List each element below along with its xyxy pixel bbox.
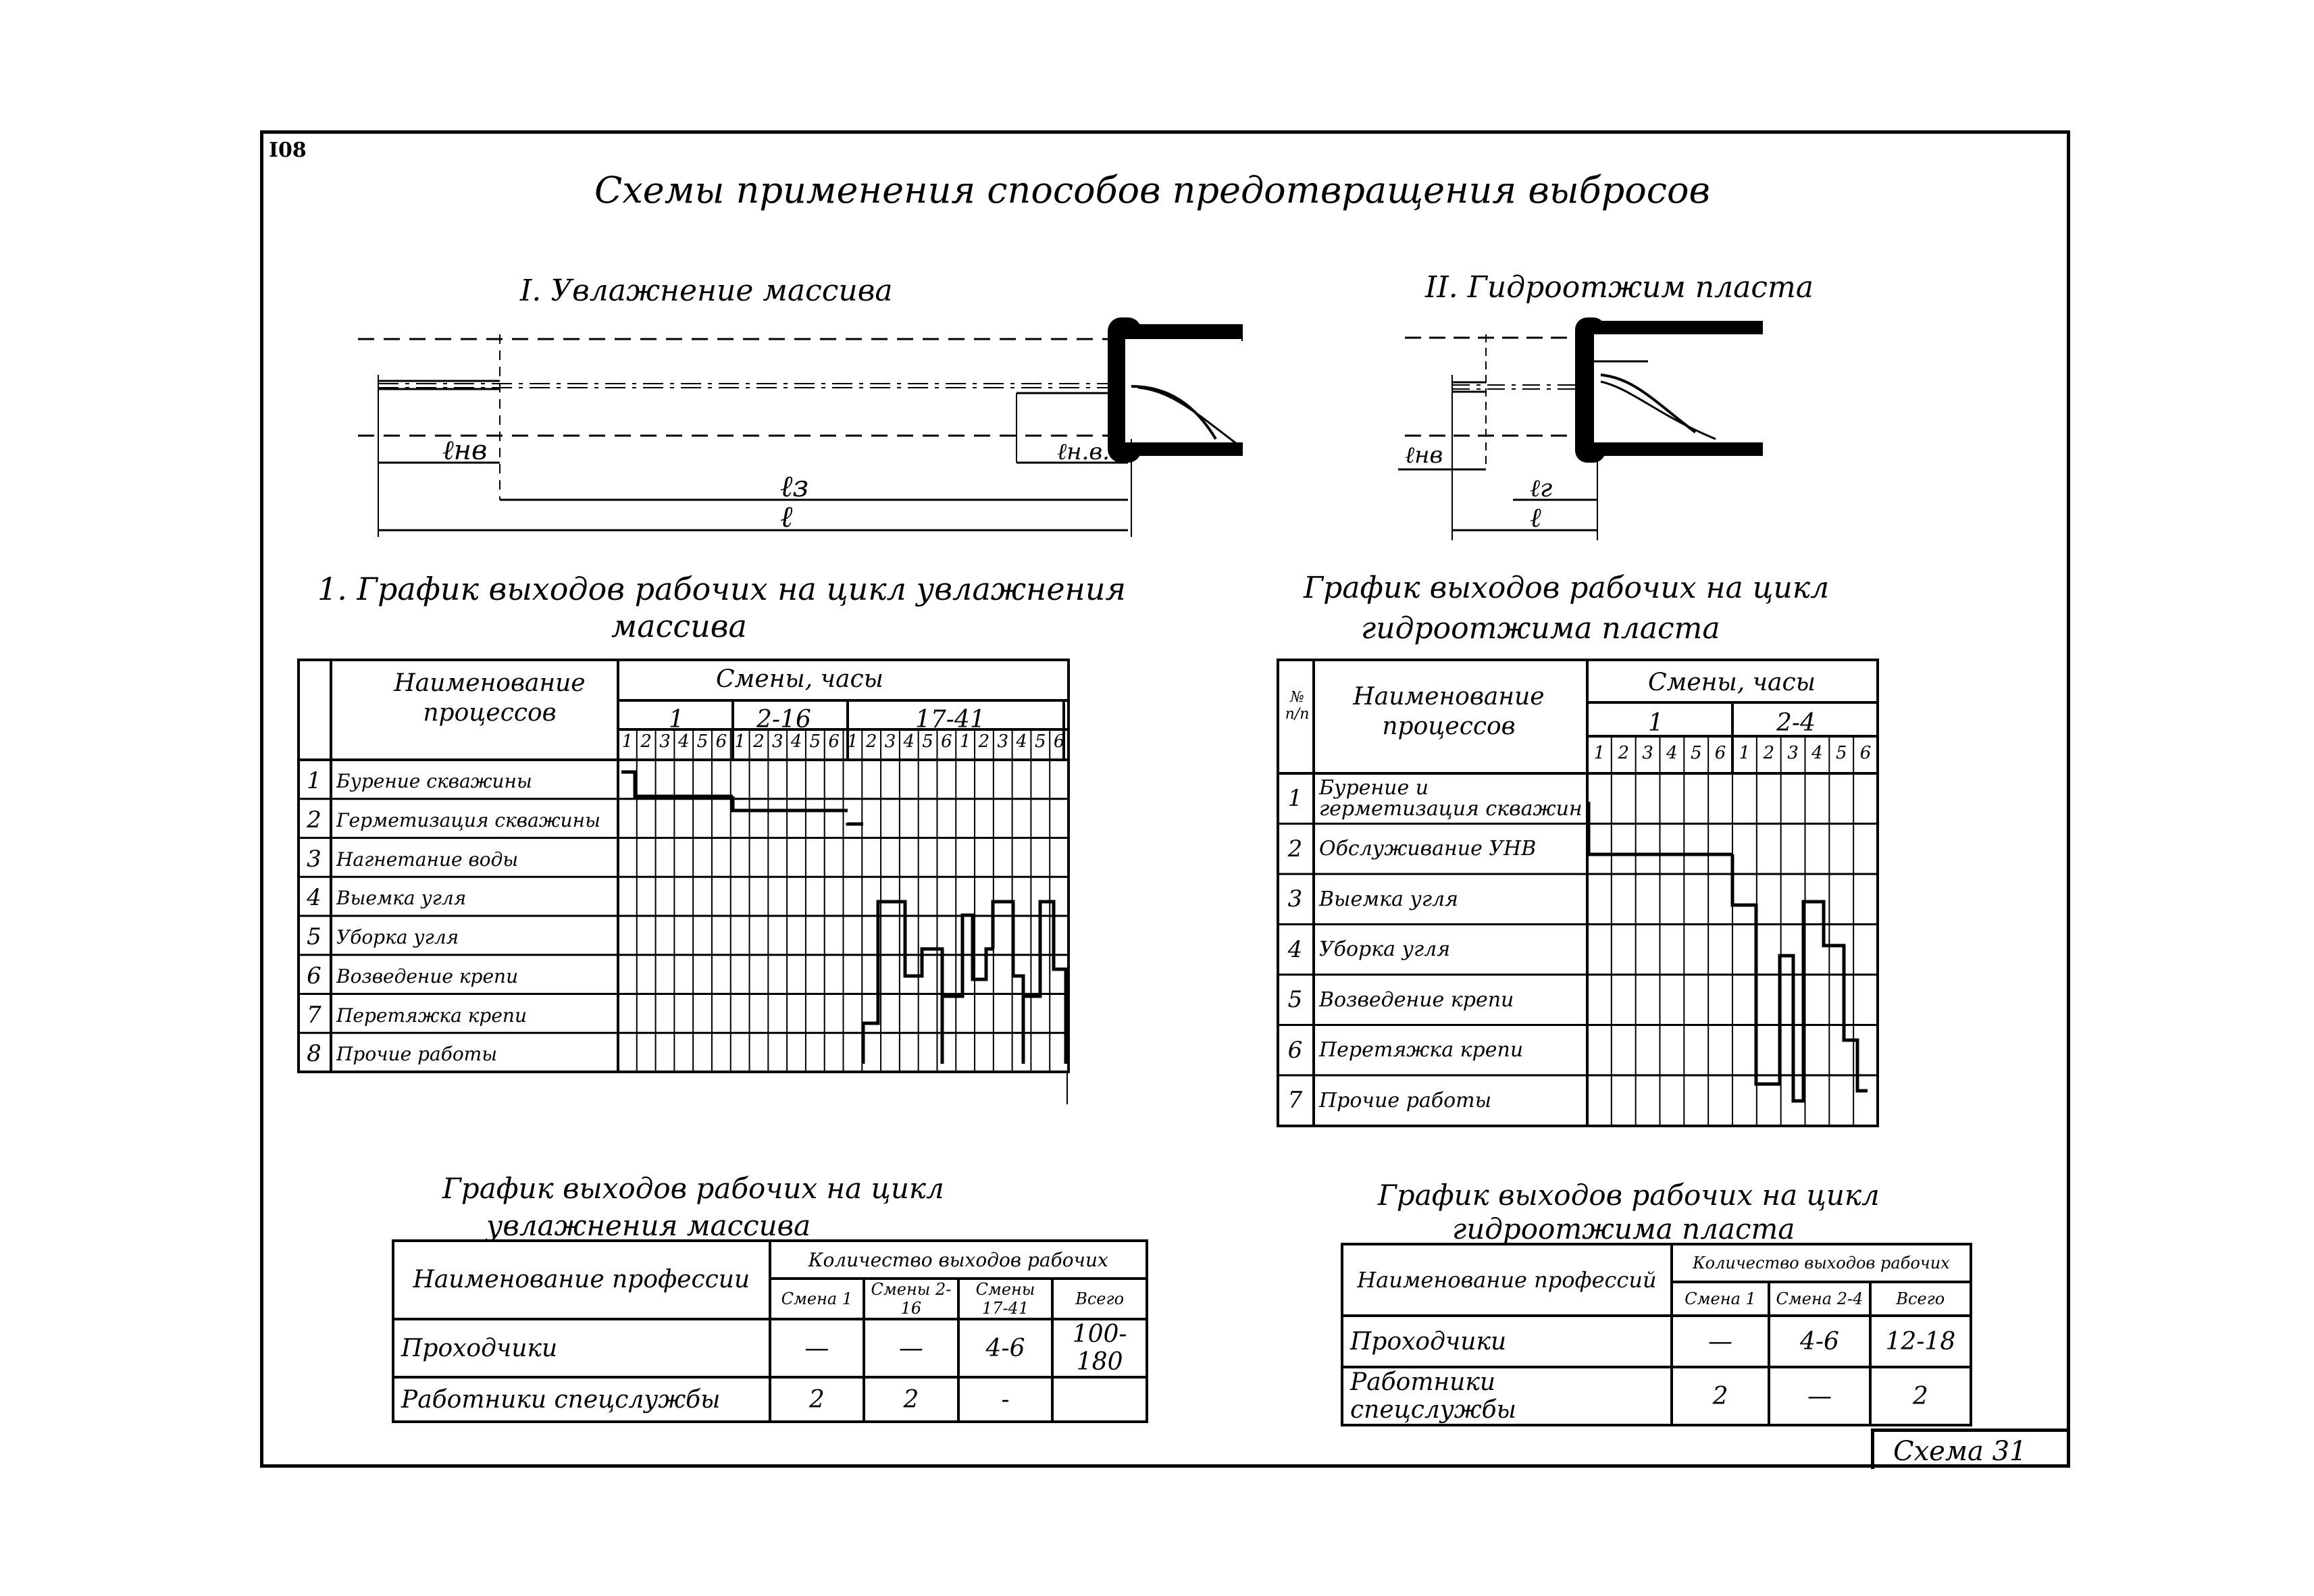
process-row — [1277, 975, 1587, 1025]
label-lg: ℓг — [1530, 475, 1553, 503]
process-row — [297, 1035, 618, 1074]
chart-2-shifts-header: Смены, часы — [1648, 669, 1816, 696]
process-row — [1277, 1075, 1587, 1126]
table-1-col: Смены 2-16 — [864, 1279, 958, 1319]
process-name: Бурение скважины — [336, 770, 532, 793]
process-row — [1277, 824, 1587, 875]
scheme-2-title: II. Гидроотжим пласта — [1425, 270, 1814, 305]
process-name: Герметизация скважины — [336, 808, 600, 831]
hour-cell: 5 — [696, 731, 709, 752]
process-name: Перетяжка крепи — [336, 1004, 527, 1027]
table-2-cell: 2 — [1672, 1367, 1769, 1425]
table-2-col: Всего — [1870, 1282, 1971, 1316]
scheme-1-title: I. Увлажнение массива — [520, 274, 893, 308]
process-number: 6 — [307, 962, 322, 989]
hour-cell: 6 — [828, 731, 840, 752]
table-1-cell: — — [864, 1319, 958, 1377]
label-lnv: ℓнв — [1405, 442, 1443, 469]
hour-cell: 6 — [715, 731, 727, 752]
process-number: 6 — [1287, 1036, 1303, 1064]
chart-1-col-name: Наименование процессов — [394, 669, 586, 727]
process-name: Обслуживание УНВ — [1319, 837, 1537, 860]
table-2-col: Смена 1 — [1672, 1282, 1769, 1316]
hour-cell: 6 — [1053, 731, 1065, 752]
process-name: Возведение крепи — [1319, 987, 1514, 1012]
hour-cell: 2 — [865, 731, 877, 752]
hour-cell: 5 — [1035, 731, 1046, 752]
hour-cell: 6 — [1714, 743, 1726, 763]
table-1-cell: 4-6 — [958, 1319, 1053, 1377]
chart-1-hours-row — [618, 731, 1069, 758]
process-name: Перетяжка крепи — [1319, 1038, 1524, 1062]
table-1-cell: — — [770, 1319, 865, 1377]
hour-cell: 3 — [771, 731, 783, 752]
page-number: I08 — [269, 138, 307, 162]
hour-cell: 2 — [753, 731, 765, 752]
process-name: Прочие работы — [336, 1043, 498, 1066]
process-number: 4 — [307, 884, 322, 912]
process-number: 3 — [1287, 885, 1303, 912]
scheme-label: Схема 31 — [1893, 1436, 2027, 1467]
process-number: 2 — [1287, 835, 1303, 863]
table-2 — [1341, 1243, 1972, 1426]
process-number: 7 — [1287, 1087, 1303, 1114]
process-row — [1277, 1025, 1587, 1076]
table-2-cell: 2 — [1870, 1367, 1971, 1425]
process-number: 1 — [1287, 785, 1303, 812]
label-l2: ℓ — [1530, 503, 1541, 534]
chart-1-shift-group-2: 2-16 — [756, 706, 811, 733]
label-l: ℓ — [780, 500, 793, 534]
scheme-1-diagram — [358, 304, 1304, 547]
hour-cell: 1 — [847, 731, 858, 752]
table-2-header-profession: Наименование профессий — [1342, 1244, 1672, 1316]
table-1-title: График выходов рабочих на цикл — [442, 1172, 944, 1205]
process-row — [297, 879, 618, 918]
table-1-cell: 2 — [770, 1377, 865, 1422]
chart-1-shifts-header: Смены, часы — [716, 665, 883, 693]
hour-cell: 1 — [1593, 743, 1605, 763]
table-1-col: Всего — [1052, 1279, 1147, 1319]
hour-cell: 4 — [677, 731, 690, 752]
hour-cell: 5 — [922, 731, 933, 752]
table-1-header-qty: Количество выходов рабочих — [770, 1241, 1147, 1279]
table-2-row-name: Работники спецслужбы — [1342, 1367, 1672, 1425]
process-number: 5 — [1287, 986, 1303, 1013]
process-name: Возведение крепи — [336, 964, 519, 987]
table-2-title: График выходов рабочих на цикл — [1378, 1179, 1880, 1212]
process-row — [297, 801, 618, 840]
hour-cell: 4 — [1016, 731, 1027, 752]
process-row — [1277, 773, 1587, 824]
hour-cell: 4 — [903, 731, 915, 752]
process-row — [1277, 874, 1587, 925]
table-2-cell: 4-6 — [1769, 1316, 1870, 1367]
process-name: Уборка угля — [1319, 937, 1451, 961]
process-name: Уборка угля — [336, 926, 459, 949]
chart-1-shift-group-3: 17-41 — [915, 706, 985, 733]
hour-cell: 1 — [959, 731, 971, 752]
process-name: Нагнетание воды — [336, 848, 519, 871]
hour-cell: 6 — [941, 731, 952, 752]
table-1-cell: 100-180 — [1052, 1319, 1147, 1377]
hour-cell: 4 — [1811, 743, 1823, 763]
hour-cell: 2 — [978, 731, 990, 752]
process-name: Выемка угля — [1319, 887, 1458, 911]
process-number: 4 — [1287, 935, 1303, 963]
process-name: Прочие работы — [1319, 1088, 1492, 1112]
table-1-row-name: Работники спецслужбы — [393, 1377, 770, 1422]
hour-cell: 5 — [809, 731, 821, 752]
table-1-header-profession: Наименование профессии — [393, 1241, 770, 1319]
hour-cell: 5 — [1835, 743, 1847, 763]
hour-cell: 1 — [1739, 743, 1751, 763]
hour-cell: 2 — [1763, 743, 1775, 763]
chart-2-col-name: Наименование процессов — [1353, 683, 1545, 740]
table-2-cell: — — [1769, 1367, 1870, 1425]
table-2-cell: 12-18 — [1870, 1316, 1971, 1367]
process-row — [1277, 925, 1587, 975]
chart-2-shift-group-2: 2-4 — [1776, 709, 1816, 737]
hour-cell: 3 — [659, 731, 671, 752]
table-1-col: Смены 17-41 — [958, 1279, 1053, 1319]
process-number: 1 — [307, 767, 322, 794]
hour-cell: 1 — [621, 731, 634, 752]
chart-2-shift-group-1: 1 — [1648, 709, 1664, 737]
hour-cell: 2 — [640, 731, 652, 752]
table-2-row-name: Проходчики — [1342, 1316, 1672, 1367]
hour-cell: 4 — [1666, 743, 1678, 763]
table-1 — [392, 1239, 1148, 1423]
process-number: 2 — [307, 806, 322, 833]
label-lz: ℓз — [780, 469, 809, 504]
scheme-label-box — [1871, 1428, 2067, 1469]
chart-1-shift-group-1: 1 — [669, 706, 684, 733]
process-row — [297, 996, 618, 1035]
table-1-row-name: Проходчики — [393, 1319, 770, 1377]
scheme-2-diagram — [1398, 307, 1790, 544]
chart-1-title: 1. График выходов рабочих на цикл увлажнения — [317, 571, 1126, 607]
hour-cell: 3 — [884, 731, 896, 752]
process-row — [297, 957, 618, 996]
chart-1-title-line2: массива — [611, 608, 747, 644]
hour-cell: 1 — [734, 731, 746, 752]
process-number: 8 — [307, 1040, 322, 1068]
hour-cell: 5 — [1690, 743, 1702, 763]
chart-2-schedule-bars — [1589, 802, 1868, 1101]
hour-cell: 3 — [997, 731, 1008, 752]
label-lnv-right: ℓн.в. — [1057, 438, 1110, 465]
process-number: 3 — [307, 845, 322, 873]
table-1-cell: - — [958, 1377, 1053, 1422]
process-row — [297, 762, 618, 801]
table-2-cell: — — [1672, 1316, 1769, 1367]
process-row — [297, 840, 618, 879]
table-1-title-line2: увлажнения массива — [486, 1209, 811, 1242]
hour-cell: 4 — [790, 731, 802, 752]
table-2-title-line2: гидроотжима пласта — [1452, 1212, 1795, 1245]
hour-cell: 3 — [1787, 743, 1799, 763]
table-1-cell: 2 — [864, 1377, 958, 1422]
hour-cell: 6 — [1859, 743, 1872, 763]
hour-cell: 2 — [1618, 743, 1630, 763]
table-1-col: Смена 1 — [770, 1279, 865, 1319]
label-lnv-left: ℓнв — [442, 435, 488, 466]
page-title: Схемы применения способов предотвращения выбросов — [594, 169, 1710, 211]
hour-cell: 3 — [1642, 743, 1653, 763]
process-number: 7 — [307, 1001, 322, 1029]
process-name: Бурение и герметизация скважин — [1319, 775, 1583, 821]
table-2-col: Смена 2-4 — [1769, 1282, 1870, 1316]
table-1-cell — [1052, 1377, 1147, 1422]
process-row — [297, 918, 618, 957]
table-2-header-qty: Количество выходов рабочих — [1672, 1244, 1971, 1282]
chart-2-hours-row — [1587, 743, 1878, 770]
chart-2-title-line2: гидроотжима пласта — [1361, 611, 1720, 646]
chart-2-title: График выходов рабочих на цикл — [1304, 571, 1830, 605]
process-number: 5 — [307, 923, 322, 950]
process-name: Выемка угля — [336, 887, 467, 910]
chart-2-col-num: № п/п — [1285, 689, 1310, 723]
